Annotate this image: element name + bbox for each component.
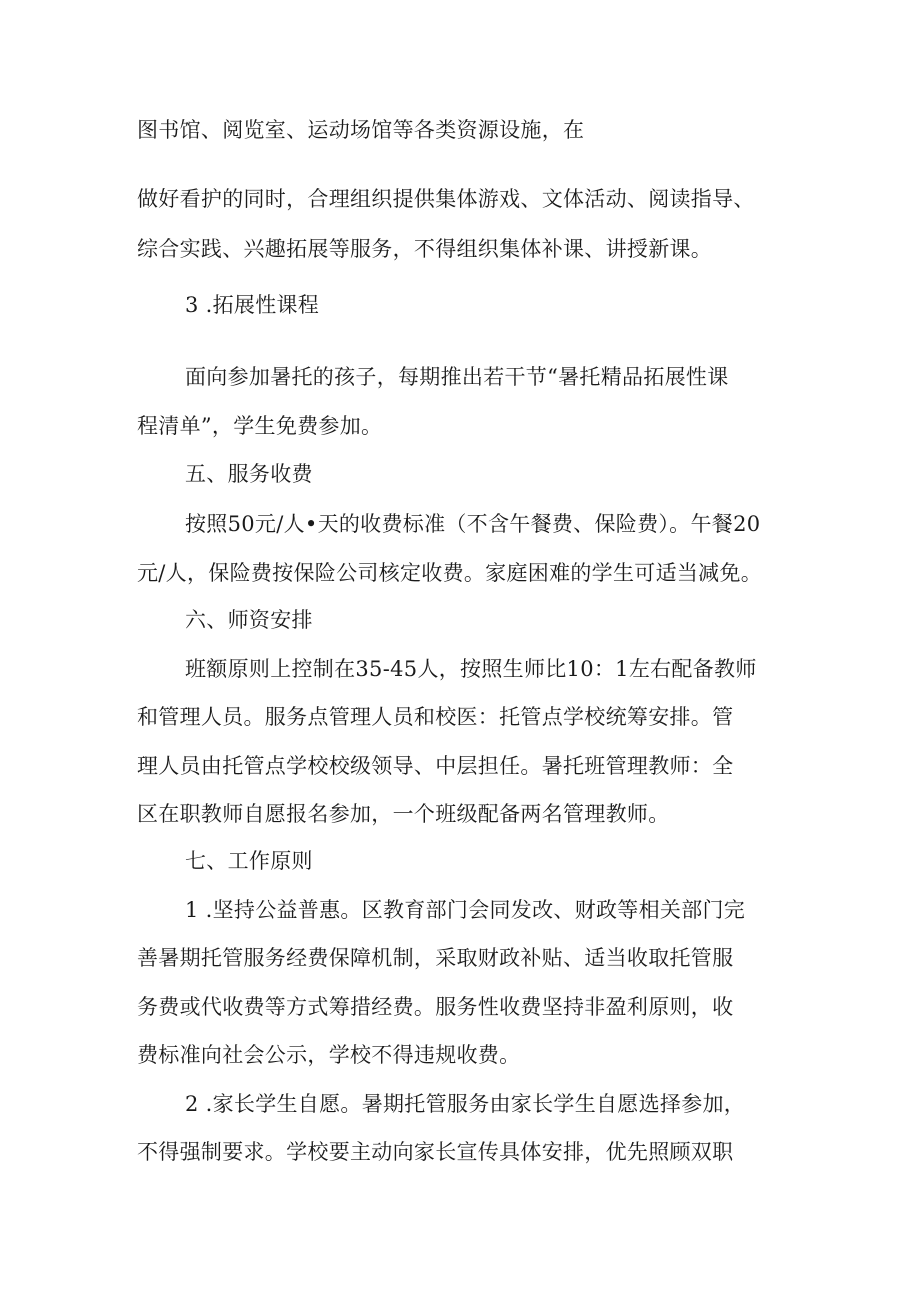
text-line: 费标准向社会公示，学校不得违规收费。 bbox=[137, 1043, 521, 1067]
section-heading: 七、工作原则 bbox=[185, 849, 313, 873]
section-heading: 五、服务收费 bbox=[185, 462, 313, 486]
text-line: 图书馆、阅览室、运动场馆等各类资源设施，在 bbox=[137, 118, 585, 142]
text-line: 善暑期托管服务经费保障机制，采取财政补贴、适当收取托管服 bbox=[137, 946, 734, 970]
section-heading: 3 .拓展性课程 bbox=[185, 293, 320, 317]
text-line: 做好看护的同时，合理组织提供集体游戏、文体活动、阅读指导、 bbox=[137, 187, 755, 211]
text-line: 按照50元/人•天的收费标准（不含午餐费、保险费）。午餐20 bbox=[185, 512, 761, 536]
section-heading: 六、师资安排 bbox=[185, 608, 313, 632]
text-line: 班额原则上控制在35-45人，按照生师比10：1左右配备教师 bbox=[185, 657, 757, 681]
text-line: 程清单”，学生免费参加。 bbox=[137, 414, 383, 438]
text-line: 理人员由托管点学校校级领导、中层担任。暑托班管理教师：全 bbox=[137, 754, 734, 778]
text-line: 综合实践、兴趣拓展等服务，不得组织集体补课、讲授新课。 bbox=[137, 237, 713, 261]
text-line: 务费或代收费等方式筹措经费。服务性收费坚持非盈利原则，收 bbox=[137, 995, 734, 1019]
text-line: 2 .家长学生自愿。暑期托管服务由家长学生自愿选择参加， bbox=[185, 1092, 746, 1116]
text-line: 1 .坚持公益普惠。区教育部门会同发改、财政等相关部门完 bbox=[185, 898, 746, 922]
text-line: 面向参加暑托的孩子，每期推出若干节“暑托精品拓展性课 bbox=[185, 365, 729, 389]
text-line: 不得强制要求。学校要主动向家长宣传具体安排，优先照顾双职 bbox=[137, 1140, 734, 1164]
text-line: 元/人，保险费按保险公司核定收费。家庭困难的学生可适当减免。 bbox=[137, 561, 763, 585]
text-line: 和管理人员。服务点管理人员和校医：托管点学校统筹安排。管 bbox=[137, 705, 734, 729]
text-line: 区在职教师自愿报名参加，一个班级配备两名管理教师。 bbox=[137, 802, 670, 826]
